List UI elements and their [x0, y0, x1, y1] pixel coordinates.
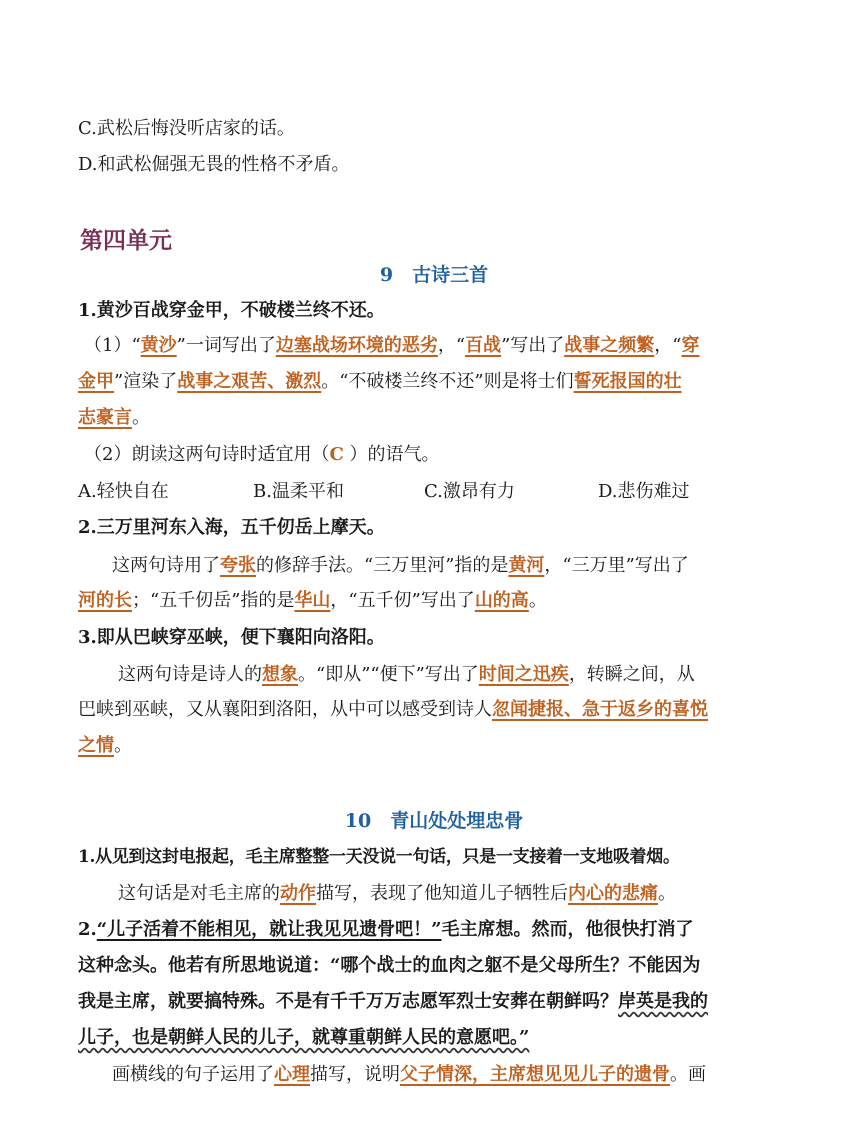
option-b: B.温柔平和: [253, 481, 344, 502]
l9-q2-poem: 2.三万里河东入海，五千仞岳上摩天。: [78, 517, 385, 538]
option-a: A.轻快自在: [78, 481, 169, 502]
l9-q1-p1: （1）“黄沙”一词写出了边塞战场环境的恶劣，“百战”写出了战事之频繁，“穿: [84, 335, 700, 356]
lesson10-title: 10 青山处处埋忠骨: [344, 810, 524, 832]
l10-q2-l1: 2.“儿子活着不能相见，就让我见见遗骨吧！”毛主席想。然而，他很快打消了: [78, 919, 694, 940]
l9-q3-p1: 这两句诗是诗人的想象。“即从”“便下”写出了时间之迅疾，转瞬之间，从: [118, 664, 695, 685]
l10-q2-l3: 我是主席，就要搞特殊。不是有千千万万志愿军烈士安葬在朝鲜吗？岸英是我的: [78, 991, 708, 1012]
l9-q1-p2: 金甲”渲染了战事之艰苦、激烈。“不破楼兰终不还”则是将士们誓死报国的壮: [78, 371, 682, 392]
l9-q1-poem: 1.黄沙百战穿金甲，不破楼兰终不还。: [78, 300, 385, 321]
option-c: C.激昂有力: [424, 481, 515, 502]
option-d-prev: D.和武松倔强无畏的性格不矛盾。: [78, 154, 350, 175]
l9-q3-poem: 3.即从巴峡穿巫峡，便下襄阳向洛阳。: [78, 627, 385, 648]
l9-q2-p2: 河的长；“五千仞岳”指的是华山，“五千仞”写出了山的高。: [78, 590, 547, 611]
answer-c: C: [329, 444, 344, 465]
option-d: D.悲伤难过: [598, 481, 690, 502]
lesson9-title: 9 古诗三首: [379, 264, 489, 286]
l10-q2-l4: 儿子，也是朝鲜人民的儿子，就尊重朝鲜人民的意愿吧。”: [78, 1027, 530, 1048]
l9-q1-sub2: （2）朗读这两句诗时适宜用（C ）的语气。: [84, 444, 440, 465]
l9-q1-p3: 志豪言。: [78, 407, 150, 428]
l9-q3-p3: 之情。: [78, 735, 132, 756]
l9-q1-options: [78, 479, 798, 505]
option-c-prev: C.武松后悔没听店家的话。: [78, 118, 295, 139]
l10-q1-p1: 这句话是对毛主席的动作描写，表现了他知道儿子牺牲后内心的悲痛。: [118, 883, 676, 904]
l9-q2-p1: 这两句诗用了夸张的修辞手法。“三万里河”指的是黄河，“三万里”写出了: [112, 555, 689, 576]
l9-q3-p2: 巴峡到巫峡，又从襄阳到洛阳，从中可以感受到诗人忽闻捷报、急于返乡的喜悦: [78, 699, 708, 720]
l10-q2-p1: 画横线的句子运用了心理描写，说明父子情深，主席想见见儿子的遗骨。画: [112, 1064, 706, 1085]
l10-q1-line: 1.从见到这封电报起，毛主席整整一天没说一句话，只是一支接着一支地吸着烟。: [78, 847, 680, 867]
l10-q2-l2: 这种念头。他若有所思地说道：“哪个战士的血肉之躯不是父母所生？不能因为: [78, 955, 701, 976]
unit-title: 第四单元: [80, 227, 172, 254]
